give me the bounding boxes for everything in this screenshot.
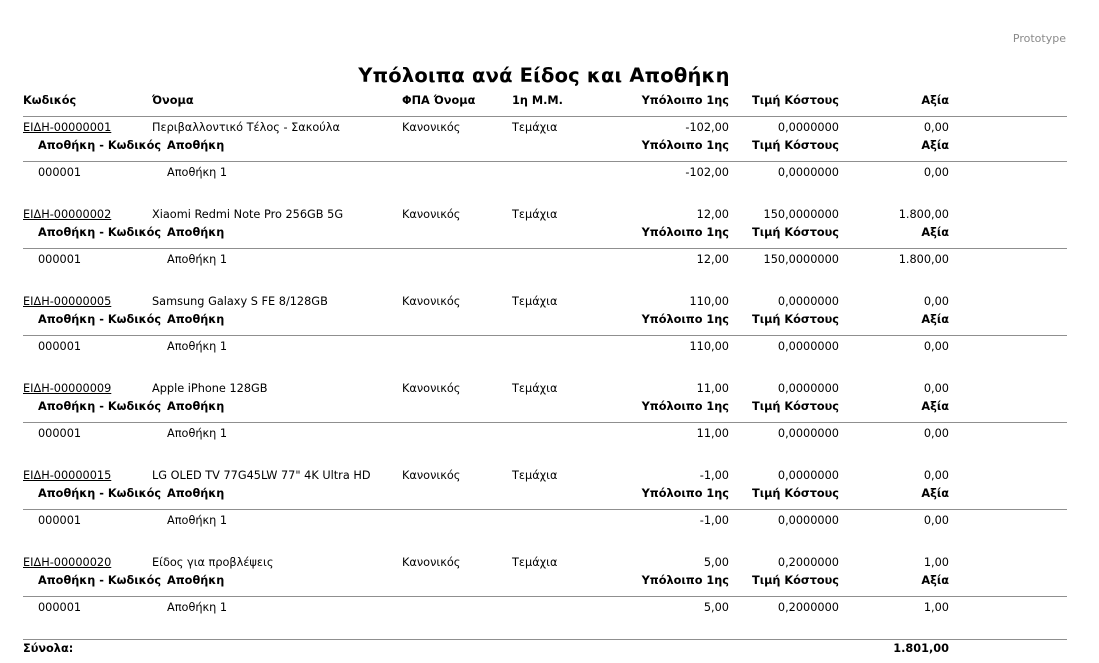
item-name: Xiaomi Redmi Note Pro 256GB 5G [152,208,344,221]
wh-name: Αποθήκη 1 [167,601,228,614]
wh-balance: -102,00 [685,166,729,179]
item-balance: -1,00 [699,469,729,482]
warehouse-row [23,512,1067,530]
wh-header-cost: Τιμή Κόστους [751,226,839,239]
item-vat: Κανονικός [402,295,461,308]
wh-code: 000001 [38,601,82,614]
item-unit: Τεμάχια [512,208,558,221]
wh-cost: 0,0000000 [777,514,839,527]
warehouse-header-row [23,311,1067,336]
wh-cost: 0,0000000 [777,166,839,179]
wh-cost: 0,0000000 [777,427,839,440]
wh-name: Αποθήκη 1 [167,166,228,179]
wh-header-value: Αξία [921,139,949,152]
item-code-link[interactable]: ΕΙΔΗ-00000005 [23,295,112,308]
item-value: 0,00 [923,121,949,134]
item-balance: 110,00 [689,295,729,308]
item-cost: 150,0000000 [763,208,839,221]
wh-value: 0,00 [923,340,949,353]
item-unit: Τεμάχια [512,382,558,395]
item-cost: 0,0000000 [777,121,839,134]
prototype-watermark: Prototype [1012,32,1066,45]
warehouse-header-row [23,398,1067,423]
wh-header-code: Αποθήκη - Κωδικός [38,139,162,152]
wh-value: 0,00 [923,166,949,179]
item-group [23,380,1067,443]
wh-header-cost: Τιμή Κόστους [751,574,839,587]
item-row [23,206,1067,224]
totals-label: Σύνολα: [23,642,74,655]
item-cost: 0,0000000 [777,469,839,482]
warehouse-row [23,164,1067,182]
header-name: Όνομα [152,94,194,107]
item-row [23,380,1067,398]
item-value: 1.800,00 [898,208,949,221]
wh-value: 1,00 [923,601,949,614]
report-table [23,92,1067,660]
item-group [23,293,1067,356]
item-value: 0,00 [923,382,949,395]
item-name: Apple iPhone 128GB [152,382,268,395]
item-value: 0,00 [923,469,949,482]
item-value: 1,00 [923,556,949,569]
wh-name: Αποθήκη 1 [167,514,228,527]
header-balance: Υπόλοιπο 1ης [641,94,729,107]
item-balance: 12,00 [696,208,729,221]
wh-balance: 11,00 [696,427,729,440]
wh-header-value: Αξία [921,487,949,500]
item-group [23,467,1067,530]
header-cost: Τιμή Κόστους [751,94,839,107]
warehouse-row [23,251,1067,269]
wh-header-cost: Τιμή Κόστους [751,400,839,413]
item-row [23,467,1067,485]
wh-balance: 110,00 [689,340,729,353]
warehouse-header-row [23,224,1067,249]
item-cost: 0,2000000 [777,556,839,569]
report-title: Υπόλοιπα ανά Είδος και Αποθήκη [358,64,730,87]
wh-header-code: Αποθήκη - Κωδικός [38,487,162,500]
wh-header-value: Αξία [921,574,949,587]
wh-header-name: Αποθήκη [167,400,225,413]
item-name: LG OLED TV 77G45LW 77" 4K Ultra HD [152,469,371,482]
wh-value: 0,00 [923,514,949,527]
wh-cost: 0,0000000 [777,340,839,353]
wh-code: 000001 [38,253,82,266]
item-name: Περιβαλλοντικό Τέλος - Σακούλα [152,121,340,134]
wh-header-balance: Υπόλοιπο 1ης [641,313,729,326]
item-row [23,554,1067,572]
header-value: Αξία [921,94,949,107]
warehouse-row [23,425,1067,443]
item-unit: Τεμάχια [512,469,558,482]
item-group [23,206,1067,269]
header-unit: 1η Μ.Μ. [512,94,563,107]
item-balance: -102,00 [685,121,729,134]
item-code-link[interactable]: ΕΙΔΗ-00000002 [23,208,112,221]
wh-header-balance: Υπόλοιπο 1ης [641,574,729,587]
warehouse-header-row [23,485,1067,510]
item-balance: 11,00 [696,382,729,395]
item-code-link[interactable]: ΕΙΔΗ-00000001 [23,121,112,134]
wh-header-value: Αξία [921,313,949,326]
wh-code: 000001 [38,427,82,440]
wh-header-code: Αποθήκη - Κωδικός [38,313,162,326]
wh-header-code: Αποθήκη - Κωδικός [38,226,162,239]
warehouse-row [23,338,1067,356]
item-cost: 0,0000000 [777,295,839,308]
wh-header-name: Αποθήκη [167,574,225,587]
item-row [23,293,1067,311]
item-balance: 5,00 [703,556,729,569]
item-code-link[interactable]: ΕΙΔΗ-00000015 [23,469,112,482]
wh-header-code: Αποθήκη - Κωδικός [38,400,162,413]
item-unit: Τεμάχια [512,556,558,569]
header-vat: ΦΠΑ Όνομα [402,94,476,107]
wh-name: Αποθήκη 1 [167,427,228,440]
wh-header-cost: Τιμή Κόστους [751,313,839,326]
item-vat: Κανονικός [402,382,461,395]
wh-value: 1.800,00 [898,253,949,266]
wh-header-name: Αποθήκη [167,487,225,500]
wh-header-value: Αξία [921,400,949,413]
warehouse-row [23,599,1067,617]
item-cost: 0,0000000 [777,382,839,395]
wh-code: 000001 [38,340,82,353]
wh-header-name: Αποθήκη [167,226,225,239]
totals-value: 1.801,00 [893,642,949,655]
item-value: 0,00 [923,295,949,308]
item-row [23,119,1067,137]
item-code-link[interactable]: ΕΙΔΗ-00000009 [23,382,112,395]
wh-cost: 0,2000000 [777,601,839,614]
wh-header-cost: Τιμή Κόστους [751,487,839,500]
items-list [23,119,1067,617]
wh-header-balance: Υπόλοιπο 1ης [641,487,729,500]
item-unit: Τεμάχια [512,121,558,134]
wh-value: 0,00 [923,427,949,440]
item-group [23,554,1067,617]
item-group [23,119,1067,182]
wh-code: 000001 [38,166,82,179]
wh-name: Αποθήκη 1 [167,253,228,266]
wh-header-cost: Τιμή Κόστους [751,139,839,152]
wh-header-balance: Υπόλοιπο 1ης [641,139,729,152]
item-vat: Κανονικός [402,556,461,569]
header-code: Κωδικός [23,94,77,107]
wh-header-balance: Υπόλοιπο 1ης [641,400,729,413]
wh-header-balance: Υπόλοιπο 1ης [641,226,729,239]
wh-header-name: Αποθήκη [167,139,225,152]
wh-balance: -1,00 [699,514,729,527]
totals-row [23,639,1067,660]
item-unit: Τεμάχια [512,295,558,308]
item-vat: Κανονικός [402,469,461,482]
warehouse-header-row [23,137,1067,162]
wh-cost: 150,0000000 [763,253,839,266]
wh-header-value: Αξία [921,226,949,239]
column-header-row [23,92,1067,117]
wh-name: Αποθήκη 1 [167,340,228,353]
item-name: Samsung Galaxy S FE 8/128GB [152,295,328,308]
wh-header-code: Αποθήκη - Κωδικός [38,574,162,587]
wh-code: 000001 [38,514,82,527]
warehouse-header-row [23,572,1067,597]
wh-balance: 5,00 [703,601,729,614]
wh-header-name: Αποθήκη [167,313,225,326]
item-vat: Κανονικός [402,121,461,134]
item-code-link[interactable]: ΕΙΔΗ-00000020 [23,556,112,569]
item-vat: Κανονικός [402,208,461,221]
item-name: Είδος για προβλέψεις [152,556,274,569]
wh-balance: 12,00 [696,253,729,266]
